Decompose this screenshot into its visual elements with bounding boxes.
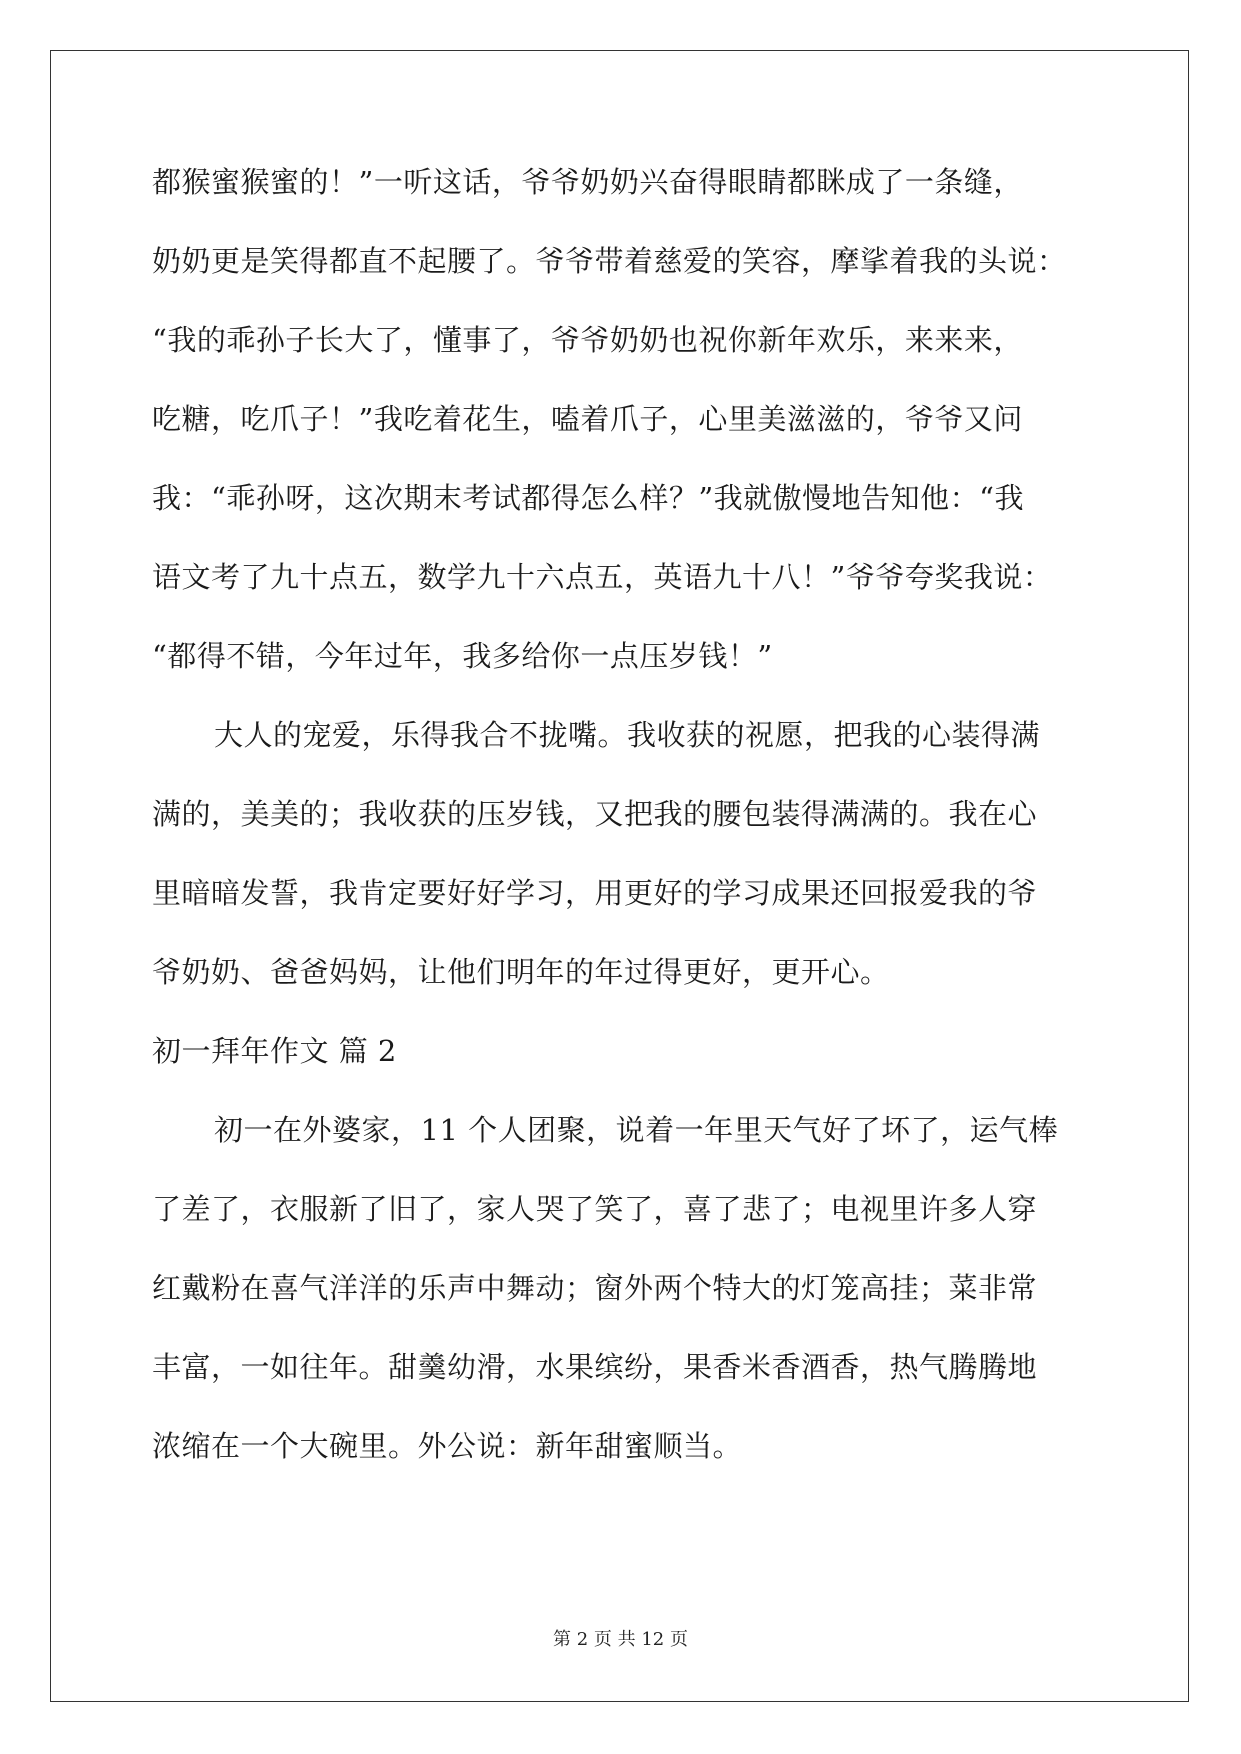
paragraph-line: 奶奶更是笑得都直不起腰了。爷爷带着慈爱的笑容，摩挲着我的头说： xyxy=(152,244,1067,278)
paragraph-line: “都得不错，今年过年，我多给你一点压岁钱！” xyxy=(152,639,773,673)
paragraph-line: 爷奶奶、爸爸妈妈，让他们明年的年过得更好，更开心。 xyxy=(152,955,890,989)
paragraph-line: 满的，美美的；我收获的压岁钱，又把我的腰包装得满满的。我在心 xyxy=(152,797,1038,831)
paragraph-first-line: 初一在外婆家，11 个人团聚，说着一年里天气好了坏了，运气棒 xyxy=(214,1113,1059,1147)
paragraph-line: 里暗暗发誓，我肯定要好好学习，用更好的学习成果还回报爱我的爷 xyxy=(152,876,1038,910)
paragraph-line: 我：“乖孙呀，这次期末考试都得怎么样？”我就傲慢地告知他：“我 xyxy=(152,481,1024,515)
paragraph-line: 红戴粉在喜气洋洋的乐声中舞动；窗外两个特大的灯笼高挂；菜非常 xyxy=(152,1271,1038,1305)
paragraph-first-line: 大人的宠爱，乐得我合不拢嘴。我收获的祝愿，把我的心装得满 xyxy=(214,718,1041,752)
paragraph-line: “我的乖孙子长大了，懂事了，爷爷奶奶也祝你新年欢乐，来来来， xyxy=(152,323,1023,357)
paragraph-line: 都猴蜜猴蜜的！”一听这话，爷爷奶奶兴奋得眼睛都眯成了一条缝， xyxy=(152,165,1023,199)
paragraph-line: 语文考了九十点五，数学九十六点五，英语九十八！”爷爷夸奖我说： xyxy=(152,560,1053,594)
paragraph-line: 丰富，一如往年。甜羹幼滑，水果缤纷，果香米香酒香，热气腾腾地 xyxy=(152,1350,1038,1384)
paragraph-line: 吃糖，吃爪子！”我吃着花生，嗑着爪子，心里美滋滋的，爷爷又问 xyxy=(152,402,1023,436)
section-heading: 初一拜年作文 篇 2 xyxy=(152,1034,397,1068)
paragraph-line: 了差了，衣服新了旧了，家人哭了笑了，喜了悲了；电视里许多人穿 xyxy=(152,1192,1038,1226)
page-number-footer: 第 2 页 共 12 页 xyxy=(553,1629,688,1650)
paragraph-line: 浓缩在一个大碗里。外公说：新年甜蜜顺当。 xyxy=(152,1429,743,1463)
